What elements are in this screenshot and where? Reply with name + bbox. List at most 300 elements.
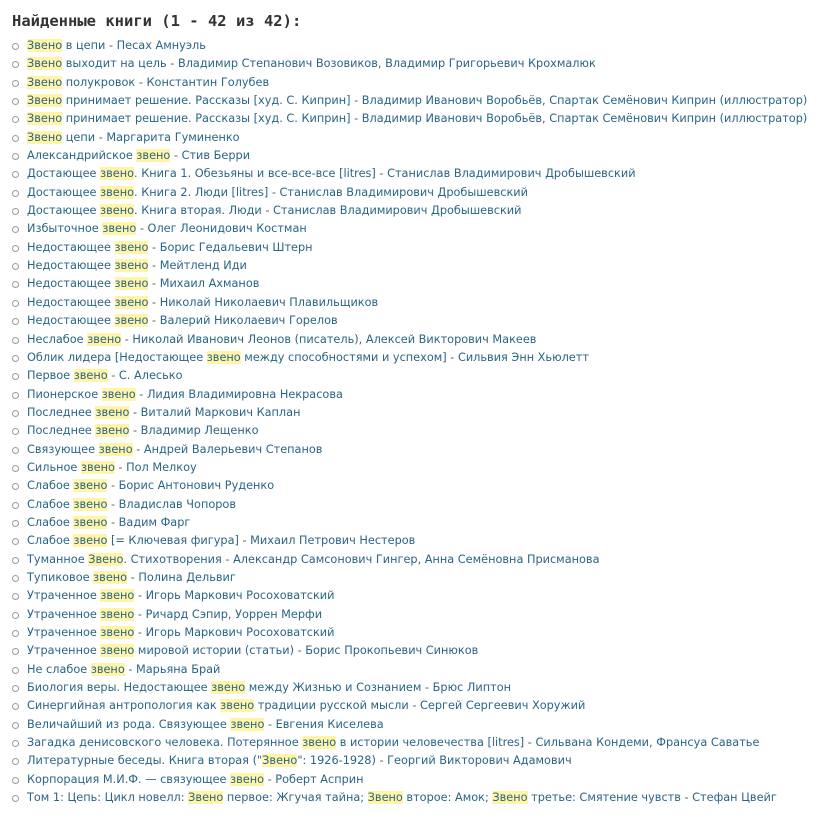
- book-title-text: Слабое: [27, 479, 74, 493]
- book-title-link[interactable]: [27, 479, 107, 492]
- bullet-circle-icon: [12, 226, 19, 233]
- title-author-separator: -: [170, 149, 182, 163]
- search-term-highlight: звено: [90, 662, 125, 676]
- book-title-link[interactable]: [27, 388, 136, 401]
- book-title-link[interactable]: [27, 498, 107, 511]
- book-title-text: Недостающее: [27, 277, 115, 291]
- title-author-separator: -: [221, 552, 234, 566]
- book-title-text: [= Ключевая фигура]: [107, 534, 239, 548]
- bullet-circle-icon: [12, 722, 19, 729]
- bullet-circle-icon: [12, 61, 19, 68]
- title-author-separator: -: [127, 570, 139, 584]
- book-title-text: Загадка денисовского человека. Потерянное: [27, 736, 303, 750]
- author-link[interactable]: Станислав Владимирович Дробышевский: [273, 204, 522, 218]
- book-title-text: второе: Амок;: [402, 791, 493, 805]
- bullet-circle-icon: [12, 758, 19, 765]
- bullet-circle-icon: [12, 337, 19, 344]
- book-list-item: [12, 496, 830, 514]
- author-link[interactable]: Станислав Владимирович Дробышевский: [387, 167, 636, 181]
- book-title-link[interactable]: [27, 222, 136, 235]
- title-author-separator: -: [268, 185, 280, 199]
- author-link[interactable]: Игорь Маркович Росоховатский: [145, 589, 335, 603]
- author-separator: ,: [542, 112, 550, 126]
- book-title-link[interactable]: [27, 406, 129, 419]
- book-title-link[interactable]: [27, 553, 222, 566]
- book-list-item: [12, 257, 830, 275]
- title-author-separator: -: [114, 460, 127, 474]
- title-author-separator: -: [408, 699, 421, 713]
- book-title-text: Утраченное: [27, 644, 101, 658]
- book-title-link[interactable]: [27, 773, 264, 786]
- book-title-text: Том 1: Цепь: Цикл новелл:: [27, 791, 189, 805]
- search-term-highlight: звено: [100, 626, 135, 639]
- bullet-circle-icon: [12, 300, 19, 307]
- author-link[interactable]: Алексей Викторович Макеев: [365, 332, 537, 346]
- search-term-highlight: звено: [211, 681, 246, 695]
- search-term-highlight: звено: [73, 479, 108, 493]
- book-list-item: [12, 477, 830, 495]
- book-list-item: [12, 129, 830, 147]
- book-title-link[interactable]: [27, 736, 524, 749]
- book-title-text: Корпорация М.И.Ф. — связующее: [27, 772, 231, 786]
- bullet-circle-icon: [12, 557, 19, 564]
- book-title-text: Избыточное: [27, 222, 103, 236]
- book-title-text: Пионерское: [27, 387, 102, 401]
- author-link[interactable]: Борис Гедальевич Штерн: [159, 240, 313, 254]
- book-title-text: принимает решение. Рассказы [худ. С. Киприн]: [62, 112, 351, 126]
- title-author-separator: -: [264, 772, 276, 786]
- search-term-highlight: Звено: [188, 791, 224, 805]
- title-author-separator: -: [446, 350, 458, 364]
- author-separator: ,: [649, 736, 657, 750]
- title-author-separator: -: [264, 717, 276, 731]
- book-title-text: Первое: [27, 369, 74, 383]
- author-link[interactable]: Спартак Семёнович Киприн (иллюстратор): [549, 94, 808, 108]
- title-author-separator: -: [95, 130, 107, 144]
- bullet-circle-icon: [12, 43, 19, 50]
- book-title-link[interactable]: [27, 186, 268, 199]
- book-title-text: . Книга вторая. Люди: [134, 204, 262, 218]
- book-list-item: [12, 734, 830, 752]
- book-list-item: [12, 202, 830, 220]
- book-title-text: Сильное: [27, 460, 81, 474]
- book-title-link[interactable]: [27, 277, 148, 290]
- book-list-item: [12, 716, 830, 734]
- author-link[interactable]: Сильвана Кондеми: [535, 736, 650, 750]
- book-title-link[interactable]: [27, 112, 351, 125]
- author-link[interactable]: С. Алесько: [118, 369, 183, 383]
- book-title-link[interactable]: [27, 718, 264, 731]
- book-list-item: [12, 92, 830, 110]
- author-link[interactable]: Уоррен Мерфи: [235, 607, 323, 621]
- author-link[interactable]: Стив Берри: [181, 149, 251, 163]
- bullet-circle-icon: [12, 171, 19, 178]
- bullet-circle-icon: [12, 575, 19, 582]
- author-separator: ,: [358, 332, 366, 346]
- search-term-highlight: звено: [73, 497, 108, 511]
- book-list-item: [12, 275, 830, 293]
- book-list-item: [12, 422, 830, 440]
- book-title-text: Достающее: [27, 167, 101, 181]
- book-title-text: Слабое: [27, 534, 74, 548]
- search-term-highlight: звено: [136, 149, 171, 163]
- bullet-circle-icon: [12, 263, 19, 270]
- book-list-item: [12, 752, 830, 770]
- author-link[interactable]: Георгий Викторович Адамович: [387, 754, 572, 768]
- book-title-text: выходит на цель: [62, 57, 167, 71]
- search-term-highlight: звено: [100, 185, 135, 199]
- author-link[interactable]: Владимир Иванович Воробьёв: [361, 112, 543, 126]
- book-title-text: между Жизнью и Сознанием: [245, 681, 422, 695]
- book-title-link[interactable]: [27, 149, 170, 162]
- title-author-separator: -: [524, 736, 536, 750]
- author-link[interactable]: Сильвия Энн Хьюлетт: [457, 350, 589, 364]
- book-list-item: [12, 367, 830, 385]
- book-title-text: ": 1926-1928): [297, 754, 376, 768]
- search-term-highlight: звено: [230, 717, 265, 731]
- title-author-separator: -: [148, 259, 160, 273]
- search-term-highlight: звено: [73, 369, 108, 383]
- bullet-circle-icon: [12, 135, 19, 142]
- author-link[interactable]: Игорь Маркович Росоховатский: [145, 626, 335, 639]
- search-term-highlight: звено: [101, 387, 136, 401]
- author-link[interactable]: Николай Николаевич Плавильщиков: [159, 295, 379, 309]
- author-link[interactable]: Песах Амнуэль: [116, 39, 206, 52]
- book-title-link[interactable]: [27, 534, 239, 547]
- author-link[interactable]: Пол Мелкоу: [126, 460, 197, 474]
- book-title-link[interactable]: [27, 699, 409, 712]
- book-list-item: [12, 624, 830, 642]
- bullet-circle-icon: [12, 190, 19, 197]
- book-title-text: принимает решение. Рассказы [худ. С. Киприн]: [62, 94, 351, 108]
- bullet-circle-icon: [12, 245, 19, 252]
- title-author-separator: -: [375, 754, 388, 768]
- search-term-highlight: звено: [87, 332, 122, 346]
- book-title-text: Недостающее: [27, 295, 115, 309]
- book-title-text: Синергийная антропология как: [27, 699, 221, 713]
- book-title-link[interactable]: [27, 791, 681, 804]
- author-separator: ,: [542, 94, 550, 108]
- title-author-separator: -: [124, 662, 136, 676]
- book-list-item: [12, 606, 830, 624]
- book-title-text: Тупиковое: [27, 570, 94, 584]
- title-author-separator: -: [148, 295, 160, 309]
- title-author-separator: -: [375, 167, 388, 181]
- bullet-circle-icon: [12, 208, 19, 215]
- search-term-highlight: Звено: [367, 791, 403, 805]
- author-link[interactable]: Александр Самсонович Гингер: [233, 552, 418, 566]
- author-link[interactable]: Евгения Киселева: [275, 717, 384, 731]
- author-link[interactable]: Олег Леонидович Костман: [147, 222, 307, 236]
- search-term-highlight: Звено: [27, 57, 63, 71]
- book-list-item: [12, 459, 830, 477]
- book-title-text: Не слабое: [27, 662, 91, 676]
- author-link[interactable]: Лидия Владимировна Некрасова: [146, 387, 343, 401]
- book-title-text: в цепи: [62, 39, 106, 52]
- title-author-separator: -: [350, 112, 362, 126]
- search-term-highlight: звено: [100, 167, 135, 181]
- book-list-item: [12, 37, 830, 55]
- book-title-text: . Книга 2. Люди [litres]: [134, 185, 269, 199]
- book-title-link[interactable]: [27, 314, 148, 327]
- author-link[interactable]: Полина Дельвиг: [138, 570, 236, 584]
- title-author-separator: -: [238, 534, 251, 548]
- search-term-highlight: звено: [114, 240, 149, 254]
- book-title-link[interactable]: [27, 351, 447, 364]
- title-author-separator: -: [107, 497, 119, 511]
- search-term-highlight: звено: [95, 424, 130, 438]
- book-title-text: Достающее: [27, 204, 101, 218]
- author-link[interactable]: Константин Голубев: [146, 75, 270, 89]
- book-list-item: [12, 349, 830, 367]
- bullet-circle-icon: [12, 465, 19, 472]
- book-list-item: [12, 569, 830, 587]
- book-title-text: Последнее: [27, 405, 96, 419]
- author-link[interactable]: Марьяна Брай: [136, 662, 221, 676]
- book-title-text: Слабое: [27, 515, 74, 529]
- book-title-link[interactable]: [27, 681, 421, 694]
- author-link[interactable]: Андрей Валерьевич Степанов: [143, 442, 323, 456]
- author-link[interactable]: Борис Прокопьевич Синюков: [305, 644, 479, 658]
- book-title-link[interactable]: [27, 644, 294, 657]
- author-link[interactable]: Роберт Асприн: [275, 772, 364, 786]
- search-term-highlight: звено: [114, 277, 149, 291]
- book-title-text: цепи: [62, 130, 96, 144]
- book-title-text: первое: Жгучая тайна;: [223, 791, 368, 805]
- title-author-separator: -: [680, 791, 693, 805]
- search-term-highlight: звено: [102, 222, 137, 236]
- book-title-link[interactable]: [27, 204, 262, 217]
- title-author-separator: -: [136, 222, 148, 236]
- book-list-item: [12, 661, 830, 679]
- book-title-link[interactable]: [27, 754, 376, 767]
- search-term-highlight: звено: [114, 295, 149, 309]
- author-separator: ,: [377, 57, 386, 71]
- book-title-text: . Книга 1. Обезьяны и все-все-все [litres]: [134, 167, 376, 181]
- book-title-link[interactable]: [27, 443, 133, 456]
- author-link[interactable]: Борис Антонович Руденко: [118, 479, 275, 493]
- book-title-link[interactable]: [27, 461, 115, 474]
- bullet-circle-icon: [12, 392, 19, 399]
- author-link[interactable]: Ричард Сэпир: [145, 607, 228, 621]
- book-list-item: [12, 147, 830, 165]
- search-term-highlight: звено: [220, 699, 255, 713]
- book-title-link[interactable]: [27, 241, 148, 254]
- title-author-separator: -: [166, 57, 178, 71]
- author-link[interactable]: Анна Семёновна Присманова: [424, 552, 600, 566]
- author-link[interactable]: Станислав Владимирович Дробышевский: [279, 185, 528, 199]
- title-author-separator: -: [129, 424, 141, 438]
- bullet-circle-icon: [12, 795, 19, 802]
- book-list-item: [12, 55, 830, 73]
- book-list-item: [12, 441, 830, 459]
- book-list-item: [12, 312, 830, 330]
- search-term-highlight: Звено: [27, 94, 63, 108]
- title-author-separator: -: [121, 332, 133, 346]
- book-title-text: Туманное: [27, 552, 89, 566]
- book-title-text: Достающее: [27, 185, 101, 199]
- title-author-separator: -: [105, 39, 117, 52]
- bullet-circle-icon: [12, 318, 19, 325]
- search-term-highlight: звено: [100, 644, 135, 658]
- book-list-item: [12, 587, 830, 605]
- search-term-highlight: звено: [100, 204, 135, 218]
- book-title-link[interactable]: [27, 369, 108, 382]
- book-title-text: Последнее: [27, 424, 96, 438]
- book-list-item: [12, 294, 830, 312]
- bullet-circle-icon: [12, 80, 19, 87]
- title-author-separator: -: [148, 314, 160, 328]
- book-title-link[interactable]: [27, 76, 135, 89]
- author-link[interactable]: Владимир Иванович Воробьёв: [361, 94, 543, 108]
- book-title-link[interactable]: [27, 131, 95, 144]
- book-title-text: Недостающее: [27, 259, 115, 273]
- bullet-circle-icon: [12, 630, 19, 637]
- search-term-highlight: звено: [80, 460, 115, 474]
- title-author-separator: -: [107, 479, 119, 493]
- book-title-text: Величайший из рода. Связующее: [27, 717, 231, 731]
- search-term-highlight: звено: [93, 570, 128, 584]
- bullet-circle-icon: [12, 740, 19, 747]
- book-title-link[interactable]: [27, 663, 125, 676]
- book-list-item: [12, 789, 830, 807]
- author-link[interactable]: Владислав Чопоров: [118, 497, 236, 511]
- author-link[interactable]: Маргарита Гуминенко: [106, 130, 240, 144]
- book-title-text: Литературные беседы. Книга вторая (": [27, 754, 263, 768]
- title-author-separator: -: [134, 589, 146, 603]
- title-author-separator: -: [148, 277, 160, 291]
- search-term-highlight: Звено: [88, 552, 124, 566]
- bullet-circle-icon: [12, 116, 19, 123]
- book-list-item: [12, 239, 830, 257]
- title-author-separator: -: [293, 644, 306, 658]
- book-title-link[interactable]: [27, 259, 148, 272]
- search-term-highlight: Звено: [27, 130, 63, 144]
- bullet-circle-icon: [12, 428, 19, 435]
- bullet-circle-icon: [12, 612, 19, 619]
- book-list-item: [12, 679, 830, 697]
- author-link[interactable]: Михаил Ахманов: [159, 277, 260, 291]
- search-term-highlight: звено: [114, 259, 149, 273]
- book-title-link[interactable]: [27, 167, 376, 180]
- title-author-separator: -: [107, 369, 119, 383]
- book-title-text: между способностями и успехом]: [240, 350, 447, 364]
- book-title-link[interactable]: [27, 626, 134, 639]
- book-list-item: [12, 184, 830, 202]
- book-title-link[interactable]: [27, 571, 127, 584]
- author-link[interactable]: Владимир Лещенко: [140, 424, 259, 438]
- author-link[interactable]: Николай Иванович Леонов (писатель): [132, 332, 359, 346]
- book-title-link[interactable]: [27, 94, 351, 107]
- title-author-separator: -: [132, 442, 144, 456]
- bullet-circle-icon: [12, 777, 19, 784]
- author-link[interactable]: Мейтленд Иди: [159, 259, 247, 273]
- title-author-separator: -: [134, 607, 146, 621]
- book-title-link[interactable]: [27, 424, 129, 437]
- book-title-text: Утраченное: [27, 607, 101, 621]
- search-term-highlight: Звено: [27, 39, 63, 52]
- book-title-text: третье: Смятение чувств: [527, 791, 681, 805]
- bullet-circle-icon: [12, 685, 19, 692]
- search-term-highlight: звено: [98, 442, 133, 456]
- book-title-text: Утраченное: [27, 626, 101, 639]
- author-link[interactable]: Брюс Липтон: [432, 681, 511, 695]
- book-title-text: Утраченное: [27, 589, 101, 603]
- author-link[interactable]: Франсуа Саватье: [656, 736, 760, 750]
- author-link[interactable]: Стефан Цвейг: [692, 791, 777, 805]
- book-title-text: Связующее: [27, 442, 99, 456]
- author-link[interactable]: Михаил Петрович Нестеров: [250, 534, 416, 548]
- bullet-circle-icon: [12, 410, 19, 417]
- book-title-link[interactable]: [27, 516, 107, 529]
- search-term-highlight: звено: [302, 736, 337, 750]
- author-link[interactable]: Валерий Николаевич Горелов: [159, 314, 338, 328]
- bullet-circle-icon: [12, 355, 19, 362]
- author-link[interactable]: Владимир Григорьевич Крохмалюк: [385, 57, 596, 71]
- book-title-text: Александрийское: [27, 149, 137, 163]
- book-title-link[interactable]: [27, 296, 148, 309]
- bullet-circle-icon: [12, 520, 19, 527]
- results-heading: Найденные книги (1 - 42 из 42):: [12, 12, 302, 30]
- book-title-link[interactable]: [27, 39, 105, 52]
- book-title-text: Биология веры. Недостающее: [27, 681, 212, 695]
- book-list-item: [12, 220, 830, 238]
- bullet-circle-icon: [12, 593, 19, 600]
- book-list-item: [12, 74, 830, 92]
- bullet-circle-icon: [12, 502, 19, 509]
- book-title-text: полукровок: [62, 75, 136, 89]
- title-author-separator: -: [148, 240, 160, 254]
- author-link[interactable]: Вадим Фарг: [118, 515, 191, 529]
- author-link[interactable]: Сергей Сергеевич Хоружий: [420, 699, 586, 713]
- title-author-separator: -: [350, 94, 362, 108]
- book-list-item: [12, 642, 830, 660]
- book-title-text: в истории человечества [litres]: [336, 736, 525, 750]
- book-title-link[interactable]: [27, 333, 121, 346]
- book-list-item: [12, 514, 830, 532]
- bullet-circle-icon: [12, 153, 19, 160]
- bullet-circle-icon: [12, 98, 19, 105]
- bullet-circle-icon: [12, 538, 19, 545]
- title-author-separator: -: [261, 204, 274, 218]
- bullet-circle-icon: [12, 447, 19, 454]
- author-separator: ,: [417, 552, 425, 566]
- book-list-item: [12, 551, 830, 569]
- title-author-separator: -: [421, 681, 433, 695]
- book-title-text: . Стихотворения: [123, 552, 222, 566]
- book-list-item: [12, 404, 830, 422]
- book-title-link[interactable]: [27, 57, 167, 70]
- book-title-text: Неслабое: [27, 332, 88, 346]
- author-separator: ,: [227, 607, 236, 621]
- book-title-link[interactable]: [27, 608, 134, 621]
- search-term-highlight: звено: [95, 405, 130, 419]
- book-title-link[interactable]: [27, 589, 134, 602]
- book-list-item: [12, 110, 830, 128]
- author-link[interactable]: Виталий Маркович Каплан: [140, 405, 301, 419]
- search-term-highlight: звено: [100, 589, 135, 603]
- title-author-separator: -: [134, 626, 146, 639]
- bullet-circle-icon: [12, 373, 19, 380]
- search-term-highlight: звено: [100, 607, 135, 621]
- bullet-circle-icon: [12, 281, 19, 288]
- author-link[interactable]: Спартак Семёнович Киприн (иллюстратор): [549, 112, 808, 126]
- search-term-highlight: Звено: [27, 75, 63, 89]
- search-term-highlight: звено: [73, 515, 108, 529]
- author-link[interactable]: Владимир Степанович Возовиков: [177, 57, 378, 71]
- bullet-circle-icon: [12, 648, 19, 655]
- book-title-text: Недостающее: [27, 240, 115, 254]
